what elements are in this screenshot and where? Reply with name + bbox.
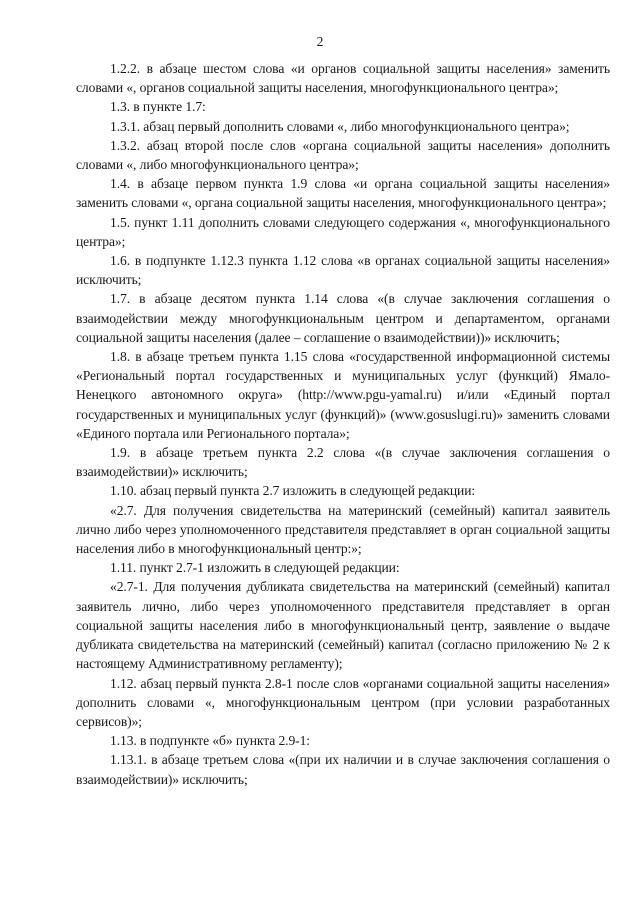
paragraph-2-7-quote: «2.7. Для получения свидетельства на материнский (семейный) капитал заявитель лично либо через уполномоченного представителя представляет в орган социальной защиты населения либо в многофункциональный центр:»; (76, 502, 610, 557)
paragraph-1-8: 1.8. в абзаце третьем пункта 1.15 слова «государственной информационной системы «Региональный портал государственных и муниципальных услуг (функций) Ямало-Ненецкого автономного округа» (http://www.pgu-yamal.ru) и/или «Единый портал государственных и муниципальных услуг (функций)» (www.gosuslugi.ru)» заменить словами «Единого портала или Регионального портала»; (76, 349, 610, 441)
paragraph-1-4: 1.4. в абзаце первом пункта 1.9 слова «и органа социальной защиты населения» заменить словами «, органа социальной защиты населения, многофункционального центра»; (76, 176, 610, 211)
document-body (76, 59, 610, 789)
paragraph-1-3-2: 1.3.2. абзац второй после слов «органа социальной защиты населения» дополнить словами «, либо многофункционального центра»; (76, 137, 610, 173)
paragraph-1-12: 1.12. абзац первый пункта 2.8-1 после слов «органами социальной защиты населения» дополнить словами «, многофункциональным центром (при условии разработанных сервисов)»; (76, 675, 610, 729)
paragraph-1-3: 1.3. в пункте 1.7: (110, 99, 206, 115)
paragraph-2-7-1-quote: «2.7-1. Для получения дубликата свидетельства на материнский (семейный) капитал заявитель лично, либо через уполномоченного представителя представляет в орган социальной защиты населения либо в многофункциональный центр, заявление о выдаче дубликата свидетельства на материнский (семейный) капитал (согласно приложению № 2 к настоящему Административному регламенту); (76, 579, 610, 672)
paragraph-1-9: 1.9. в абзаце третьем пункта 2.2 слова «(в случае заключения соглашения о взаимодействии)» исключить; (76, 445, 610, 480)
paragraph-1-5: 1.5. пункт 1.11 дополнить словами следующего содержания «, многофункционального центра»; (76, 214, 610, 249)
page-number: 2 (316, 34, 324, 49)
paragraph-1-13: 1.13. в подпункте «б» пункта 2.9-1: (110, 733, 310, 749)
paragraph-1-7: 1.7. в абзаце десятом пункта 1.14 слова «(в случае заключения соглашения о взаимодействии между многофункциональным центром и департаментом, органами социальной защиты населения (далее – соглашение о взаимодействии))» исключить; (76, 291, 610, 345)
paragraph-1-13-1: 1.13.1. в абзаце третьем слова «(при их наличии и в случае заключения соглашения о взаимодействии)» исключить; (76, 752, 610, 787)
paragraph-1-3-1: 1.3.1. абзац первый дополнить словами «, либо многофункционального центра»; (110, 118, 570, 134)
paragraph-1-2-2: 1.2.2. в абзаце шестом слова «и органов социальной защиты населения» заменить словами «, органов социальной защиты населения, многофункционального центра»; (76, 61, 610, 96)
paragraph-1-10: 1.10. абзац первый пункта 2.7 изложить в следующей редакции: (110, 483, 476, 499)
paragraph-1-11: 1.11. пункт 2.7-1 изложить в следующей редакции: (110, 560, 400, 576)
paragraph-1-6: 1.6. в подпункте 1.12.3 пункта 1.12 слова «в органах социальной защиты населения» исключить; (76, 253, 610, 288)
